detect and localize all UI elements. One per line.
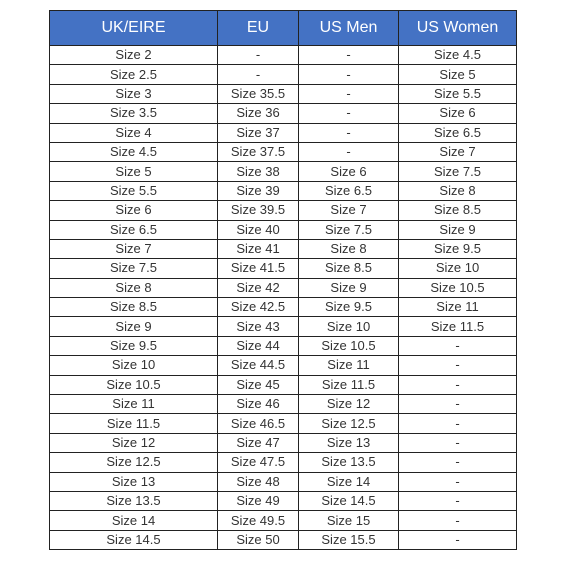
table-row — [50, 201, 517, 220]
uk-eire-cell: Size 11.5 — [50, 414, 218, 433]
us-women-cell: - — [399, 511, 517, 530]
uk-eire-cell: Size 6 — [50, 201, 218, 220]
us-men-cell: Size 6 — [299, 162, 399, 181]
table-row — [50, 123, 517, 142]
us-men-cell: - — [299, 84, 399, 103]
eu-cell: Size 40 — [218, 220, 299, 239]
eu-cell: Size 39.5 — [218, 201, 299, 220]
uk-eire-cell: Size 12 — [50, 433, 218, 452]
table-row — [50, 46, 517, 65]
table-row — [50, 356, 517, 375]
us-men-cell: Size 13.5 — [299, 453, 399, 472]
table-row — [50, 142, 517, 161]
us-men-cell: Size 11 — [299, 356, 399, 375]
table-row — [50, 453, 517, 472]
uk-eire-cell: Size 8.5 — [50, 298, 218, 317]
us-women-cell: - — [399, 453, 517, 472]
uk-eire-cell: Size 11 — [50, 395, 218, 414]
eu-cell: Size 47 — [218, 433, 299, 452]
table-row — [50, 104, 517, 123]
us-women-cell: Size 10 — [399, 259, 517, 278]
table-row — [50, 395, 517, 414]
size-chart-table — [49, 10, 517, 550]
eu-cell: Size 35.5 — [218, 84, 299, 103]
us-women-cell: Size 8 — [399, 181, 517, 200]
us-men-cell: Size 8 — [299, 239, 399, 258]
table-row — [50, 84, 517, 103]
table-row — [50, 298, 517, 317]
uk-eire-cell: Size 8 — [50, 278, 218, 297]
us-men-cell: - — [299, 104, 399, 123]
eu-cell: Size 45 — [218, 375, 299, 394]
us-men-cell: - — [299, 65, 399, 84]
us-women-cell: Size 5 — [399, 65, 517, 84]
us-women-cell: - — [399, 414, 517, 433]
eu-cell: - — [218, 65, 299, 84]
header-us-men: US Men — [299, 11, 399, 46]
eu-cell: Size 49.5 — [218, 511, 299, 530]
us-women-cell: Size 7.5 — [399, 162, 517, 181]
eu-cell: Size 44.5 — [218, 356, 299, 375]
uk-eire-cell: Size 5.5 — [50, 181, 218, 200]
table-row — [50, 278, 517, 297]
us-women-cell: Size 6.5 — [399, 123, 517, 142]
eu-cell: Size 47.5 — [218, 453, 299, 472]
us-men-cell: Size 15.5 — [299, 530, 399, 549]
us-women-cell: Size 11.5 — [399, 317, 517, 336]
us-women-cell: Size 5.5 — [399, 84, 517, 103]
table-row — [50, 530, 517, 549]
us-men-cell: - — [299, 123, 399, 142]
uk-eire-cell: Size 7 — [50, 239, 218, 258]
table-row — [50, 491, 517, 510]
us-men-cell: Size 11.5 — [299, 375, 399, 394]
us-men-cell: Size 9 — [299, 278, 399, 297]
uk-eire-cell: Size 2 — [50, 46, 218, 65]
table-row — [50, 259, 517, 278]
us-men-cell: Size 10 — [299, 317, 399, 336]
table-row — [50, 162, 517, 181]
us-men-cell: Size 10.5 — [299, 336, 399, 355]
eu-cell: Size 46.5 — [218, 414, 299, 433]
uk-eire-cell: Size 14.5 — [50, 530, 218, 549]
us-women-cell: Size 7 — [399, 142, 517, 161]
eu-cell: Size 48 — [218, 472, 299, 491]
eu-cell: Size 46 — [218, 395, 299, 414]
eu-cell: Size 41.5 — [218, 259, 299, 278]
table-row — [50, 317, 517, 336]
us-women-cell: Size 4.5 — [399, 46, 517, 65]
table-row — [50, 472, 517, 491]
table-row — [50, 220, 517, 239]
eu-cell: Size 44 — [218, 336, 299, 355]
us-men-cell: Size 7 — [299, 201, 399, 220]
us-men-cell: - — [299, 46, 399, 65]
us-men-cell: Size 6.5 — [299, 181, 399, 200]
uk-eire-cell: Size 9 — [50, 317, 218, 336]
us-men-cell: Size 12.5 — [299, 414, 399, 433]
us-men-cell: Size 13 — [299, 433, 399, 452]
us-men-cell: Size 9.5 — [299, 298, 399, 317]
uk-eire-cell: Size 3 — [50, 84, 218, 103]
us-women-cell: - — [399, 472, 517, 491]
table-header-row — [50, 11, 517, 46]
us-women-cell: - — [399, 530, 517, 549]
eu-cell: Size 49 — [218, 491, 299, 510]
eu-cell: Size 41 — [218, 239, 299, 258]
us-women-cell: - — [399, 395, 517, 414]
table-row — [50, 414, 517, 433]
eu-cell: Size 50 — [218, 530, 299, 549]
uk-eire-cell: Size 12.5 — [50, 453, 218, 472]
us-women-cell: Size 8.5 — [399, 201, 517, 220]
eu-cell: Size 42.5 — [218, 298, 299, 317]
us-men-cell: Size 14.5 — [299, 491, 399, 510]
header-us-women: US Women — [399, 11, 517, 46]
table-row — [50, 336, 517, 355]
header-eu: EU — [218, 11, 299, 46]
us-men-cell: Size 12 — [299, 395, 399, 414]
eu-cell: - — [218, 46, 299, 65]
uk-eire-cell: Size 7.5 — [50, 259, 218, 278]
uk-eire-cell: Size 10.5 — [50, 375, 218, 394]
table-row — [50, 65, 517, 84]
table-body — [50, 46, 517, 550]
eu-cell: Size 39 — [218, 181, 299, 200]
us-women-cell: Size 10.5 — [399, 278, 517, 297]
us-women-cell: Size 11 — [399, 298, 517, 317]
eu-cell: Size 43 — [218, 317, 299, 336]
table-row — [50, 433, 517, 452]
table-row — [50, 181, 517, 200]
header-uk-eire: UK/EIRE — [50, 11, 218, 46]
uk-eire-cell: Size 3.5 — [50, 104, 218, 123]
us-men-cell: Size 14 — [299, 472, 399, 491]
uk-eire-cell: Size 10 — [50, 356, 218, 375]
us-men-cell: - — [299, 142, 399, 161]
us-women-cell: - — [399, 356, 517, 375]
us-men-cell: Size 7.5 — [299, 220, 399, 239]
us-women-cell: - — [399, 375, 517, 394]
table-row — [50, 511, 517, 530]
us-men-cell: Size 8.5 — [299, 259, 399, 278]
uk-eire-cell: Size 4 — [50, 123, 218, 142]
us-women-cell: Size 9 — [399, 220, 517, 239]
eu-cell: Size 37.5 — [218, 142, 299, 161]
eu-cell: Size 42 — [218, 278, 299, 297]
eu-cell: Size 38 — [218, 162, 299, 181]
uk-eire-cell: Size 13.5 — [50, 491, 218, 510]
uk-eire-cell: Size 2.5 — [50, 65, 218, 84]
uk-eire-cell: Size 4.5 — [50, 142, 218, 161]
uk-eire-cell: Size 6.5 — [50, 220, 218, 239]
us-women-cell: - — [399, 336, 517, 355]
us-men-cell: Size 15 — [299, 511, 399, 530]
eu-cell: Size 37 — [218, 123, 299, 142]
uk-eire-cell: Size 9.5 — [50, 336, 218, 355]
us-women-cell: Size 9.5 — [399, 239, 517, 258]
us-women-cell: - — [399, 491, 517, 510]
eu-cell: Size 36 — [218, 104, 299, 123]
uk-eire-cell: Size 13 — [50, 472, 218, 491]
us-women-cell: Size 6 — [399, 104, 517, 123]
uk-eire-cell: Size 14 — [50, 511, 218, 530]
table-row — [50, 239, 517, 258]
us-women-cell: - — [399, 433, 517, 452]
uk-eire-cell: Size 5 — [50, 162, 218, 181]
table-row — [50, 375, 517, 394]
